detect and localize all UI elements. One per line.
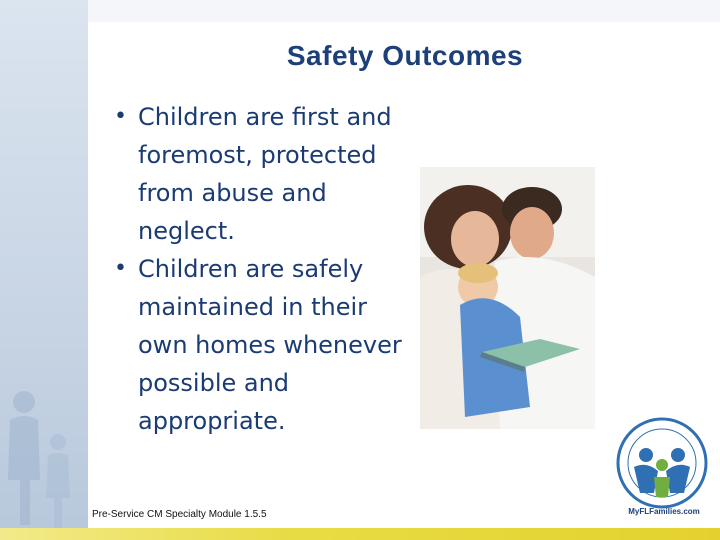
bullet-item xyxy=(112,250,412,440)
bullet-item xyxy=(112,98,412,250)
slide-title: Safety Outcomes xyxy=(286,40,524,71)
bullet-marker: • xyxy=(114,104,127,129)
bullet-list xyxy=(112,98,412,440)
footer-text: Pre-Service CM Specialty Module 1.5.5 xyxy=(92,509,267,520)
bullet-text: Children are safely maintained in their own homes whenever possible and appropriate. xyxy=(138,255,402,435)
logo-caption: MyFLFamilies.com xyxy=(628,507,700,516)
bullet-text: Children are first and foremost, protected from abuse and neglect. xyxy=(138,103,392,245)
bullet-marker: • xyxy=(114,256,127,281)
accent-bar xyxy=(0,528,720,540)
family-photo xyxy=(420,167,595,429)
side-decoration xyxy=(0,0,88,540)
family-silhouette-icon xyxy=(0,380,88,530)
